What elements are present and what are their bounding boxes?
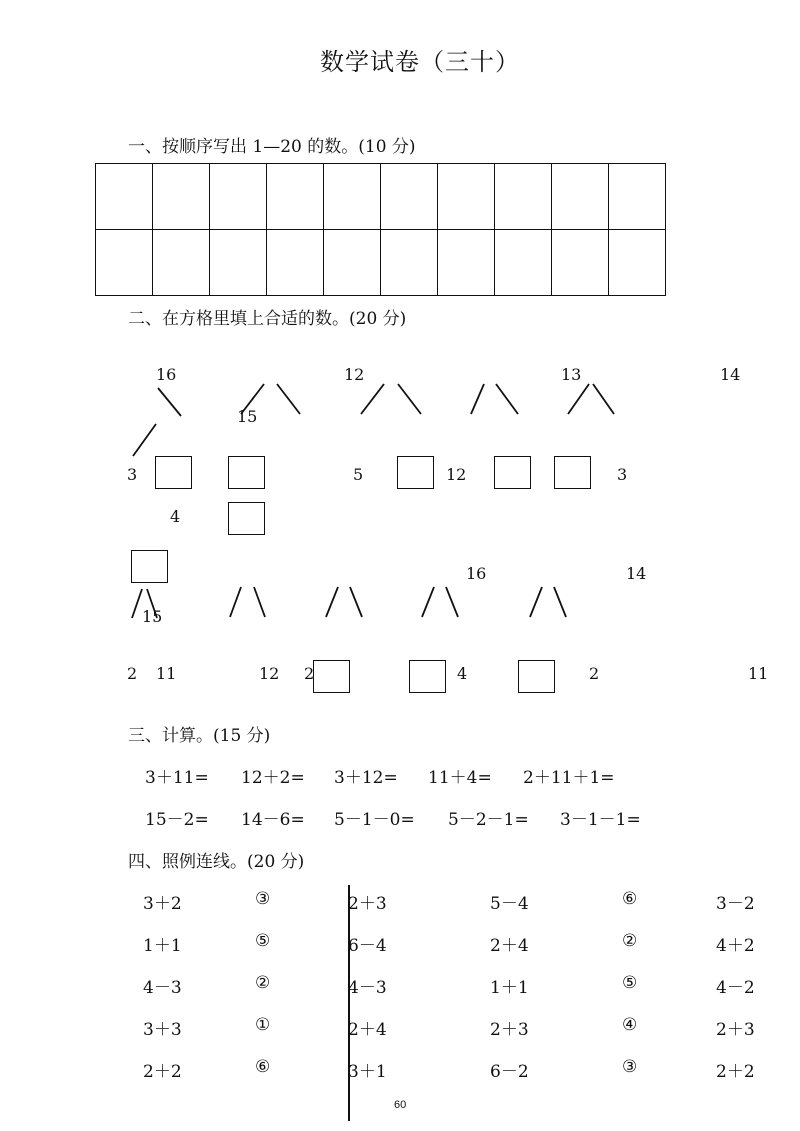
match-answer[interactable]: ②: [622, 931, 638, 951]
bond-number: 14: [626, 564, 647, 583]
match-expression[interactable]: 2＋3: [716, 1020, 755, 1040]
bond-number: 12: [344, 365, 365, 384]
bond-line: [446, 587, 458, 617]
bond-line: [398, 384, 421, 414]
bond-number: 4: [457, 664, 468, 683]
calc-item: 2＋11＋1=: [523, 768, 615, 788]
bond-number: 13: [561, 365, 582, 384]
answer-box[interactable]: [155, 456, 192, 489]
page-number: 60: [394, 1099, 407, 1111]
answer-box[interactable]: [228, 456, 265, 489]
bond-number: 16: [156, 365, 177, 384]
section-3-heading: 三、计算。(15 分): [128, 726, 271, 746]
match-answer[interactable]: ④: [622, 1015, 638, 1035]
calc-item: 14－6=: [241, 810, 305, 830]
section-1-heading: 一、按顺序写出 1—20 的数。(10 分): [128, 137, 416, 157]
bond-line: [254, 587, 265, 617]
bond-number: 12: [259, 664, 280, 683]
match-expression[interactable]: 3＋3: [143, 1020, 182, 1040]
match-answer[interactable]: ⑤: [622, 973, 638, 993]
match-expression[interactable]: 4－3: [348, 978, 387, 998]
bond-number: 11: [156, 664, 177, 683]
bond-line: [230, 587, 241, 617]
bond-number: 14: [720, 365, 741, 384]
match-answer[interactable]: ⑥: [622, 889, 638, 909]
calc-item: 15－2=: [145, 810, 209, 830]
match-expression[interactable]: 4－2: [716, 978, 755, 998]
answer-box[interactable]: [313, 660, 350, 693]
section-4-heading: 四、照例连线。(20 分): [128, 852, 305, 872]
bond-number: 12: [446, 465, 467, 484]
match-expression[interactable]: 3－2: [716, 894, 755, 914]
bond-line: [568, 384, 589, 414]
answer-box[interactable]: [518, 660, 555, 693]
bond-line: [326, 587, 338, 617]
match-expression[interactable]: 1＋1: [490, 978, 529, 998]
calc-item: 5－2－1=: [448, 810, 529, 830]
bond-number: 3: [127, 465, 138, 484]
match-answer[interactable]: ②: [255, 973, 271, 993]
answer-box[interactable]: [409, 660, 446, 693]
bond-line: [554, 587, 566, 617]
bond-line: [471, 384, 484, 414]
bond-line: [530, 587, 542, 617]
match-answer[interactable]: ⑥: [255, 1057, 271, 1077]
bond-line: [132, 589, 142, 618]
bond-line: [593, 384, 614, 414]
bond-number: 2: [304, 664, 315, 683]
bond-number: 11: [748, 664, 769, 683]
match-answer[interactable]: ③: [622, 1057, 638, 1077]
bond-number: 15: [142, 607, 163, 626]
calc-item: 3＋11=: [145, 768, 209, 788]
match-expression[interactable]: 2＋3: [348, 894, 387, 914]
match-expression[interactable]: 4－3: [143, 978, 182, 998]
bond-line: [158, 388, 181, 416]
match-expression[interactable]: 2＋4: [348, 1020, 387, 1040]
match-expression[interactable]: 2＋3: [490, 1020, 529, 1040]
bond-line: [422, 587, 434, 617]
section-2-heading: 二、在方格里填上合适的数。(20 分): [128, 309, 407, 329]
match-expression[interactable]: 2＋4: [490, 936, 529, 956]
bond-number: 3: [617, 465, 628, 484]
page-title: 数学试卷（三十）: [320, 48, 520, 76]
bond-line: [350, 587, 362, 617]
bond-line: [277, 384, 300, 414]
match-expression[interactable]: 5－4: [490, 894, 529, 914]
match-expression[interactable]: 2＋2: [716, 1062, 755, 1082]
answer-box[interactable]: [228, 502, 265, 535]
match-answer[interactable]: ①: [255, 1015, 271, 1035]
answer-box[interactable]: [397, 456, 434, 489]
bond-number: 4: [170, 507, 181, 526]
match-answer[interactable]: ③: [255, 889, 271, 909]
answer-box[interactable]: [554, 456, 591, 489]
match-expression[interactable]: 3＋2: [143, 894, 182, 914]
bond-number: 15: [237, 407, 258, 426]
answer-box[interactable]: [131, 550, 168, 583]
bond-number: 2: [589, 664, 600, 683]
bond-number: 2: [127, 664, 138, 683]
bond-line: [361, 384, 384, 414]
bond-number: 5: [353, 465, 364, 484]
calc-item: 5－1－0=: [334, 810, 415, 830]
match-answer[interactable]: ⑤: [255, 931, 271, 951]
match-expression[interactable]: 6－4: [348, 936, 387, 956]
calc-item: 12＋2=: [241, 768, 305, 788]
match-expression[interactable]: 3＋1: [348, 1062, 387, 1082]
bond-line: [133, 424, 156, 456]
calc-item: 3－1－1=: [560, 810, 641, 830]
match-expression[interactable]: 4＋2: [716, 936, 755, 956]
match-expression[interactable]: 1＋1: [143, 936, 182, 956]
match-expression[interactable]: 2＋2: [143, 1062, 182, 1082]
calc-item: 11＋4=: [428, 768, 492, 788]
bond-number: 16: [466, 564, 487, 583]
match-expression[interactable]: 6－2: [490, 1062, 529, 1082]
bond-line: [496, 384, 518, 414]
calc-item: 3＋12=: [334, 768, 398, 788]
answer-box[interactable]: [494, 456, 531, 489]
